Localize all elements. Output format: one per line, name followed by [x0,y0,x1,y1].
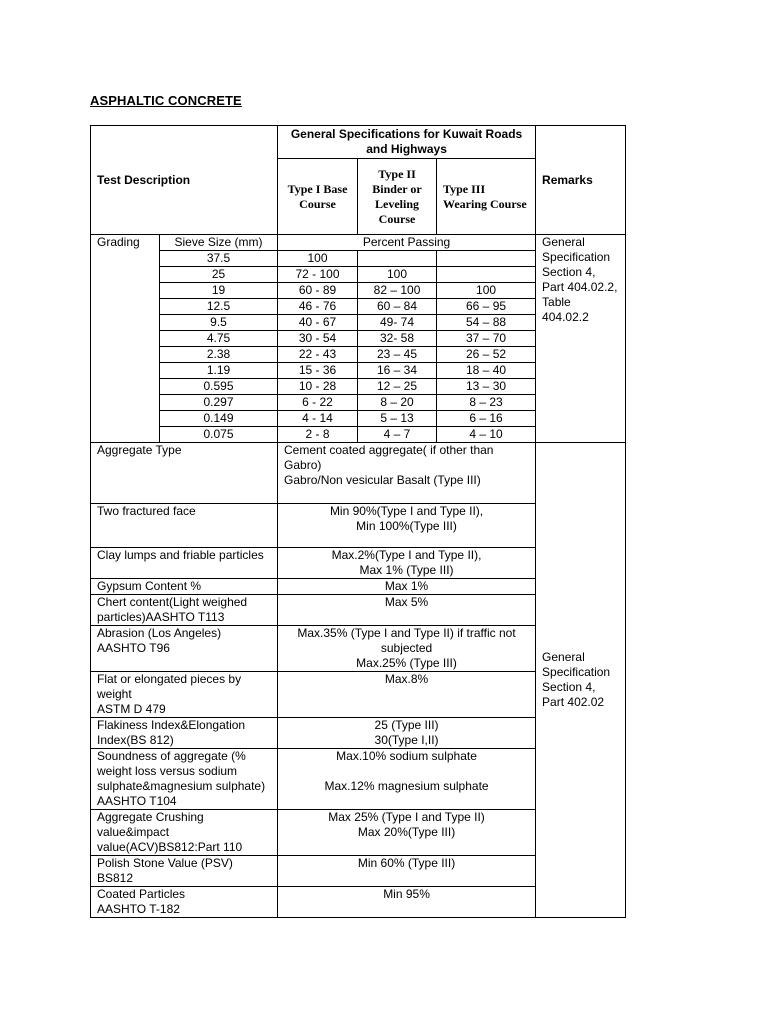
type1-passing-cell: 2 - 8 [278,427,358,443]
percent-passing-header: Percent Passing [278,235,536,251]
header-type1: Type I Base Course [278,159,358,235]
type2-passing-cell: 49- 74 [358,315,437,331]
type1-passing-cell: 4 - 14 [278,411,358,427]
specification-table-body [91,126,626,918]
type3-passing-cell: 37 – 70 [437,331,536,347]
type1-passing-cell: 100 [278,251,358,267]
header-test-description: Test Description [91,126,278,235]
test-description-cell: Soundness of aggregate (% weight loss versus sodium sulphate&magnesium sulphate) AASHTO T104 [91,749,278,810]
test-description-cell: Flakiness Index&Elongation Index(BS 812) [91,718,278,749]
type1-passing-cell: 10 - 28 [278,379,358,395]
type1-passing-cell: 72 - 100 [278,267,358,283]
specification-table [90,125,626,918]
type2-passing-cell: 32- 58 [358,331,437,347]
sieve-size-cell: 9.5 [160,315,278,331]
sieve-size-header: Sieve Size (mm) [160,235,278,251]
grading-label: Grading [91,235,160,443]
sieve-size-cell: 12.5 [160,299,278,315]
type1-passing-cell: 6 - 22 [278,395,358,411]
type2-passing-cell [358,251,437,267]
test-description-cell: Abrasion (Los Angeles) AASHTO T96 [91,626,278,672]
type2-passing-cell: 12 – 25 [358,379,437,395]
test-spec-cell: Max.2%(Type I and Type II), Max 1% (Type III) [278,548,536,579]
test-description-cell: Aggregate Crushing value&impact value(ACV)BS812:Part 110 [91,810,278,856]
test-spec-cell: Min 95% [278,887,536,918]
test-spec-cell: Max.10% sodium sulphate Max.12% magnesium sulphate [278,749,536,810]
type3-passing-cell: 100 [437,283,536,299]
test-description-cell: Gypsum Content % [91,579,278,595]
type3-passing-cell [437,267,536,283]
type3-passing-cell: 26 – 52 [437,347,536,363]
test-description-cell: Flat or elongated pieces by weight ASTM D 479 [91,672,278,718]
sieve-size-cell: 0.595 [160,379,278,395]
test-spec-cell: Min 60% (Type III) [278,856,536,887]
type3-passing-cell: 8 – 23 [437,395,536,411]
test-description-cell: Coated Particles AASHTO T-182 [91,887,278,918]
type3-passing-cell: 6 – 16 [437,411,536,427]
sieve-size-cell: 0.297 [160,395,278,411]
type3-passing-cell: 4 – 10 [437,427,536,443]
header-remarks: Remarks [536,126,626,235]
type3-passing-cell [437,251,536,267]
type3-passing-cell: 66 – 95 [437,299,536,315]
test-spec-cell: Max 1% [278,579,536,595]
test-spec-cell: Cement coated aggregate( if other than Gabro) Gabro/Non vesicular Basalt (Type III) [278,443,536,504]
type2-passing-cell: 100 [358,267,437,283]
test-description-cell: Polish Stone Value (PSV) BS812 [91,856,278,887]
sieve-size-cell: 4.75 [160,331,278,347]
test-spec-cell: 25 (Type III) 30(Type I,II) [278,718,536,749]
type2-passing-cell: 4 – 7 [358,427,437,443]
sieve-size-cell: 19 [160,283,278,299]
grading-header-row [91,235,626,251]
header-type2: Type II Binder or Leveling Course [358,159,437,235]
sieve-size-cell: 0.149 [160,411,278,427]
header-general-spec: General Specifications for Kuwait Roads and Highways [278,126,536,159]
test-spec-cell: Max 5% [278,595,536,626]
sieve-size-cell: 1.19 [160,363,278,379]
type1-passing-cell: 40 - 67 [278,315,358,331]
type3-passing-cell: 54 – 88 [437,315,536,331]
type1-passing-cell: 22 - 43 [278,347,358,363]
type1-passing-cell: 15 - 36 [278,363,358,379]
tests-remarks: General Specification Section 4, Part 402.02 [536,443,626,918]
sieve-size-cell: 37.5 [160,251,278,267]
type1-passing-cell: 46 - 76 [278,299,358,315]
grading-remarks: General Specification Section 4, Part 404.02.2, Table 404.02.2 [536,235,626,443]
type2-passing-cell: 60 – 84 [358,299,437,315]
type2-passing-cell: 82 – 100 [358,283,437,299]
test-description-cell: Two fractured face [91,504,278,548]
sieve-size-cell: 2.38 [160,347,278,363]
type2-passing-cell: 16 – 34 [358,363,437,379]
type1-passing-cell: 30 - 54 [278,331,358,347]
sieve-size-cell: 0.075 [160,427,278,443]
sieve-size-cell: 25 [160,267,278,283]
test-description-cell: Clay lumps and friable particles [91,548,278,579]
test-spec-cell: Min 90%(Type I and Type II), Min 100%(Type III) [278,504,536,548]
test-spec-cell: Max.35% (Type I and Type II) if traffic not subjected Max.25% (Type III) [278,626,536,672]
type2-passing-cell: 5 – 13 [358,411,437,427]
header-type3: Type III Wearing Course [437,159,536,235]
type1-passing-cell: 60 - 89 [278,283,358,299]
type3-passing-cell: 13 – 30 [437,379,536,395]
type2-passing-cell: 8 – 20 [358,395,437,411]
test-spec-cell: Max.8% [278,672,536,718]
test-description-cell: Aggregate Type [91,443,278,504]
test-description-cell: Chert content(Light weighed particles)AASHTO T113 [91,595,278,626]
type2-passing-cell: 23 – 45 [358,347,437,363]
test-spec-cell: Max 25% (Type I and Type II) Max 20%(Type III) [278,810,536,856]
type3-passing-cell: 18 – 40 [437,363,536,379]
test-row [91,443,626,504]
document-title: ASPHALTIC CONCRETE [90,93,242,108]
